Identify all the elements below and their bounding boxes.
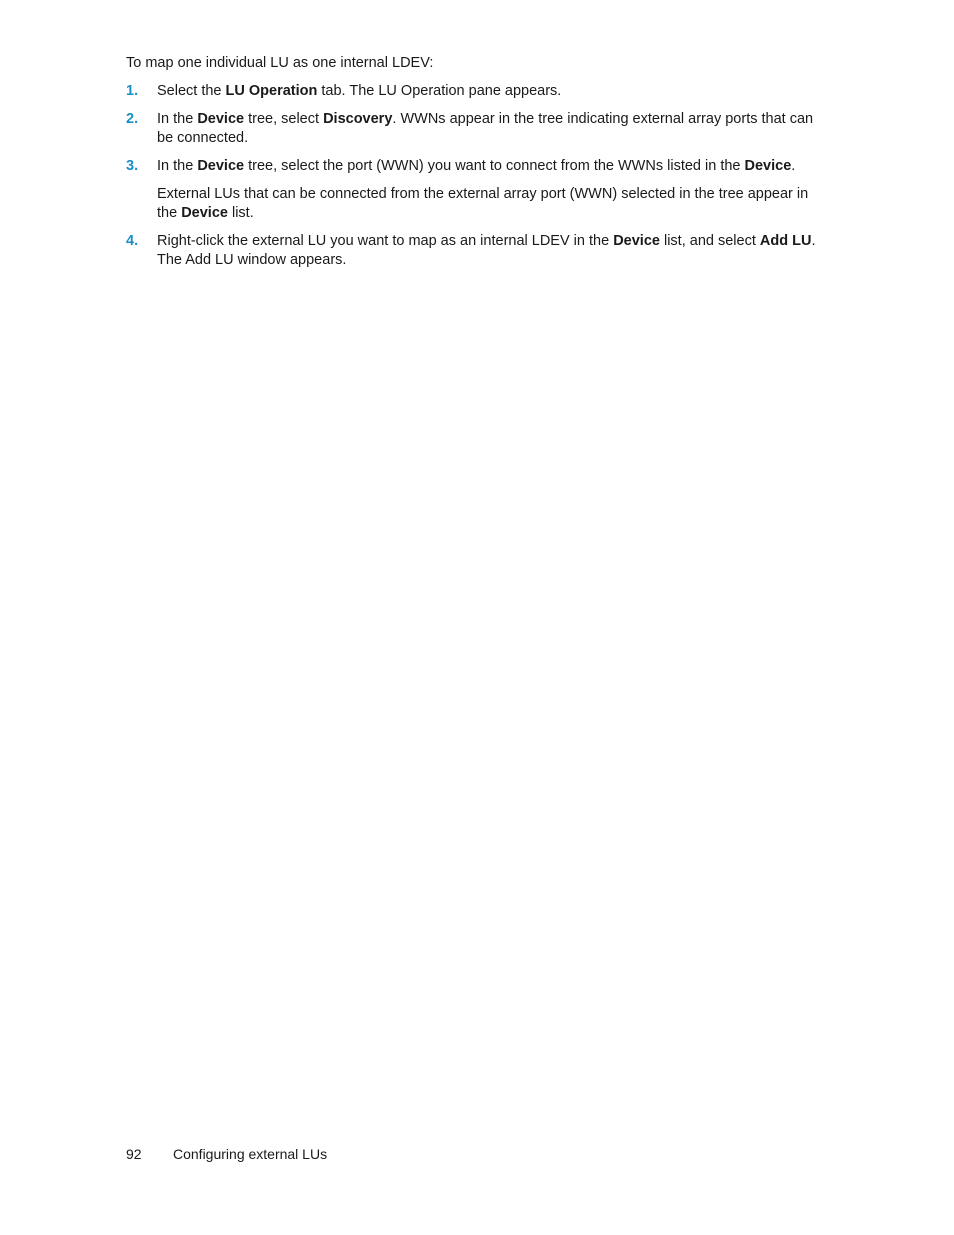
step-body [157, 157, 816, 223]
text-run: tab. The LU Operation pane appears. [317, 83, 562, 99]
text-run: . WWNs appear in the tree indicating external array ports that can be connected. [157, 111, 814, 146]
footer-section-title: Configuring external LUs [173, 1146, 328, 1162]
step-text [157, 232, 816, 270]
ui-term: Device [197, 158, 245, 174]
text-run: list, and select [659, 233, 760, 249]
page-number: 92 [126, 1146, 142, 1162]
text-run: tree, select the port (WWN) you want to connect from the WWNs listed in the [244, 158, 745, 174]
step-text [157, 82, 816, 101]
text-run: tree, select [244, 111, 324, 127]
step-4 [126, 232, 816, 270]
step-3 [126, 157, 816, 223]
text-run: External LUs that can be connected from the external array port (WWN) selected in the tree appear in the [157, 186, 809, 221]
ui-term: Device [197, 111, 245, 127]
step-number: 2. [126, 111, 139, 127]
step-text [157, 110, 816, 148]
intro-text: To map one individual LU as one internal LDEV: [126, 55, 434, 71]
ui-term: Device [744, 158, 792, 174]
text-run: . The Add LU window appears. [157, 233, 816, 268]
step-2 [126, 110, 816, 148]
step-body [157, 110, 816, 148]
step-body [157, 232, 816, 270]
step-number: 4. [126, 233, 139, 249]
step-text [157, 157, 816, 176]
text-run: . [791, 158, 796, 174]
ui-term: Discovery [323, 111, 393, 127]
page-footer [126, 1145, 327, 1163]
text-run: list. [227, 205, 254, 221]
text-run: Right-click the external LU you want to map as an internal LDEV in the [157, 233, 614, 249]
text-run: In the [157, 158, 198, 174]
ui-term: Device [181, 205, 228, 221]
step-number: 1. [126, 83, 139, 99]
ui-term: Add LU [759, 233, 812, 249]
text-run: In the [157, 111, 198, 127]
ui-term: LU Operation [225, 83, 318, 99]
step-note [157, 185, 816, 223]
text-run: Select the [157, 83, 226, 99]
ui-term: Device [613, 233, 660, 249]
step-body [157, 82, 816, 101]
step-1 [126, 82, 816, 101]
procedure-steps [126, 82, 816, 279]
step-number: 3. [126, 158, 139, 174]
